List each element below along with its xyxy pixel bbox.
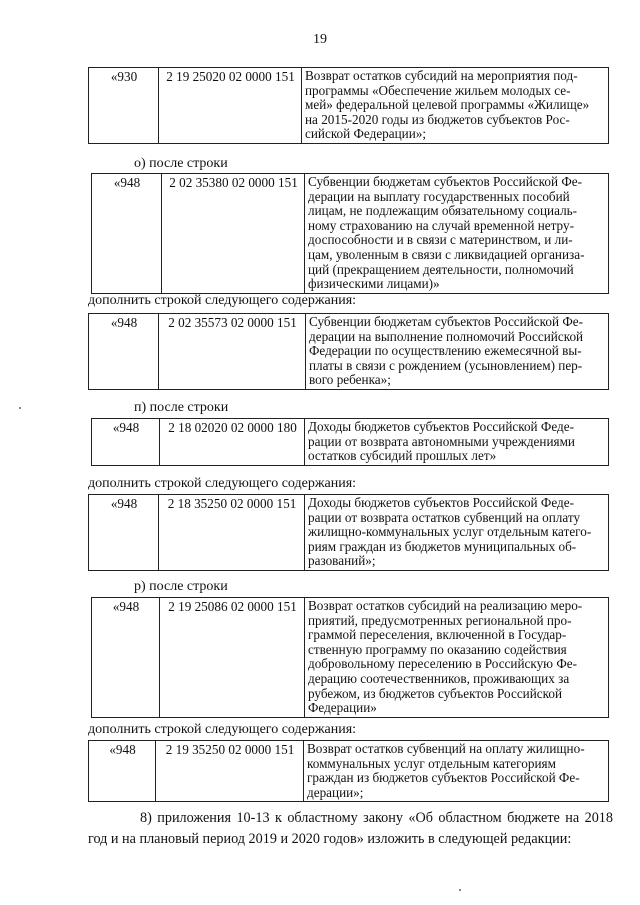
code-admin-cell: «948 [89, 741, 156, 802]
description-text: Возврат остатков субвенций на оплату жилищно- коммунальных услуг отдельным категориям граждан из бюджетов субъектов Российской Фе- дерации»; [307, 741, 585, 800]
table-row [92, 598, 609, 718]
table-row-948-35250-19 [88, 740, 609, 802]
description-text: Доходы бюджетов субъектов Российской Феде- рации от возврата остатков субвенций на оплату жилищно-коммунальных услуг отдельным катего- риям граждан из бюджетов муниципальных об- разований»; [308, 495, 592, 569]
table-row [89, 495, 609, 571]
heading-p: п) после строки [134, 400, 229, 415]
heading-r: р) после строки [134, 579, 228, 594]
description-cell [305, 598, 609, 718]
table-row-930 [88, 67, 609, 144]
budget-code-cell: 2 19 25086 02 0000 151 [160, 598, 305, 718]
table-row-948-35380 [91, 173, 609, 294]
code-admin-cell: «948 [92, 419, 160, 466]
budget-code-cell: 2 19 35250 02 0000 151 [156, 741, 304, 802]
description-cell [302, 68, 609, 144]
description-cell [305, 174, 609, 294]
code-admin-cell: «948 [89, 314, 159, 390]
table-row-948-35573 [88, 313, 609, 390]
table-row [89, 68, 609, 144]
description-cell [304, 741, 609, 802]
page-number: 19 [313, 32, 327, 47]
heading-add-2: дополнить строкой следующего содержания: [88, 476, 357, 491]
description-cell [306, 314, 609, 390]
code-admin-cell: «948 [92, 174, 162, 294]
budget-code-cell: 2 02 35573 02 0000 151 [159, 314, 306, 390]
paragraph-8: 8) приложения 10-13 к областному закону «Об областном бюджете на 2018 год и на плановый период 2019 и 2020 годов» изложить в следующей редакции: [88, 810, 613, 847]
table-row [89, 741, 609, 802]
description-cell [305, 419, 609, 466]
heading-add-3: дополнить строкой следующего содержания: [88, 722, 357, 737]
heading-add-1: дополнить строкой следующего содержания: [88, 293, 357, 308]
code-admin-cell: «948 [92, 598, 160, 718]
code-admin-cell: «930 [89, 68, 159, 144]
budget-code-cell: 2 18 35250 02 0000 151 [159, 495, 305, 571]
code-admin-cell: «948 [89, 495, 159, 571]
description-text: Доходы бюджетов субъектов Российской Феде- рации от возврата автономными учреждениями остатков субсидий прошлых лет» [308, 419, 575, 464]
budget-code-cell: 2 19 25020 02 0000 151 [159, 68, 302, 144]
description-cell [305, 495, 609, 571]
scan-speck [459, 889, 461, 891]
heading-o: о) после строки [134, 156, 228, 171]
scan-speck [19, 407, 21, 409]
description-text: Субвенции бюджетам субъектов Российской Фе- дерации на выполнение полномочий Российской Федерации по осуществлению ежемесячной вы- платы в связи с рождением (усыновлением) пер- вого ребенка»; [309, 314, 584, 388]
description-text: Субвенции бюджетам субъектов Российской Фе- дерации на выплату государственных пособий лицам, не подлежащим обязательному социаль- ному страхованию на случай временной нетру- доспособности и в связи с материнством, и ли- цам, уволенным в связи с ликвидацией организа- ций (прекращением деятельности, полномочий физическими лицами)» [308, 174, 585, 292]
table-row [92, 419, 609, 466]
table-row-948-02020 [91, 418, 609, 466]
budget-code-cell: 2 02 35380 02 0000 151 [162, 174, 305, 294]
table-row [92, 174, 609, 294]
description-text: Возврат остатков субсидий на мероприятия под- программы «Обеспечение жильем молодых се- мей» федеральной целевой программы «Жилище» на 2015-2020 годы из бюджетов субъектов Рос- сийской Федерации»; [305, 68, 590, 142]
table-row-948-25086 [91, 597, 609, 718]
table-row [89, 314, 609, 390]
description-text: Возврат остатков субсидий на реализацию меро- приятий, предусмотренных региональной про- граммой переселения, включенной в Государ- ственную программу по оказанию содействия добровольному переселению в Российскую Фе- дерацию соотечественников, проживающих за рубежом, из бюджетов субъектов Российской Федерации» [308, 598, 583, 716]
budget-code-cell: 2 18 02020 02 0000 180 [160, 419, 305, 466]
table-row-948-35250-18 [88, 494, 609, 571]
